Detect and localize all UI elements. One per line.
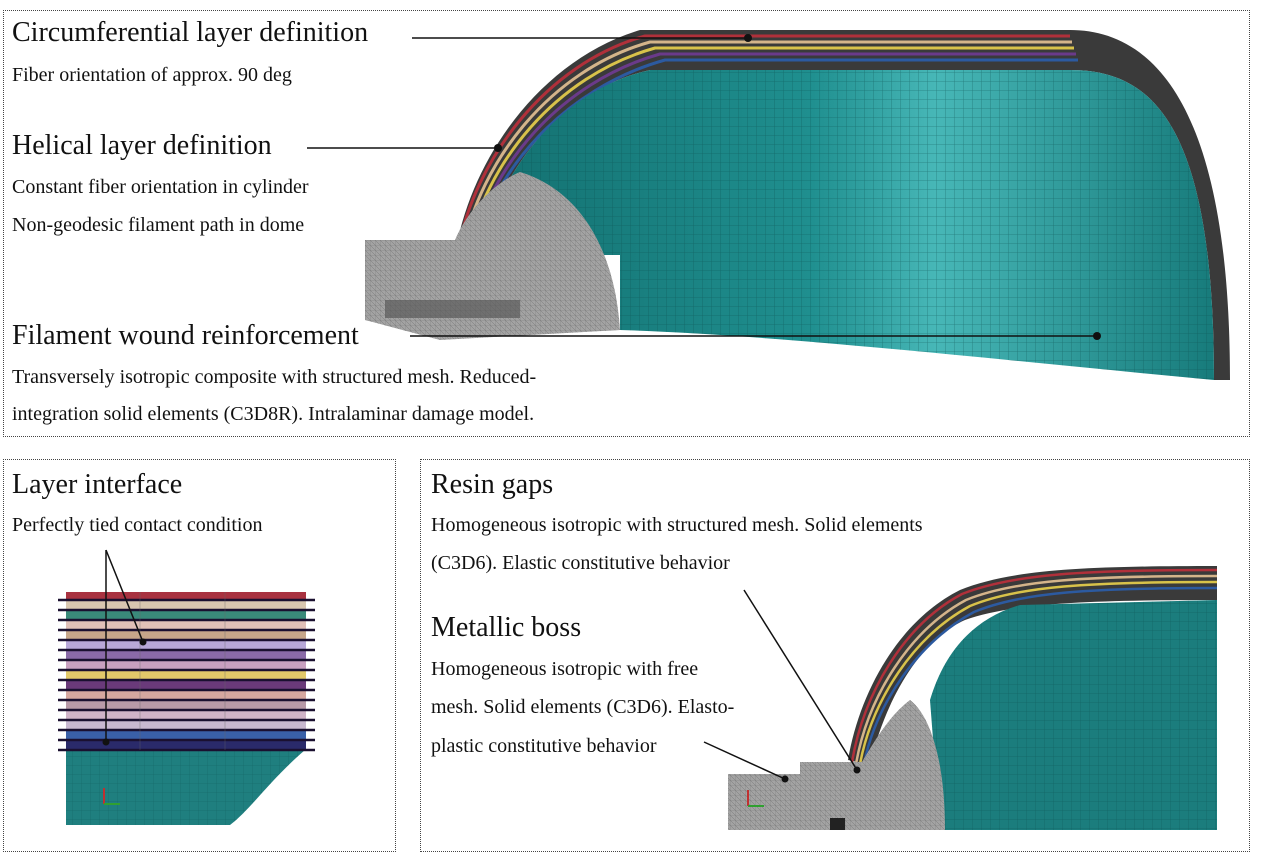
metallic-boss-title: Metallic boss [431,612,582,643]
helical-desc-2: Non-geodesic filament path in dome [12,214,305,236]
resin-gaps-desc-1: Homogeneous isotropic with structured mesh. Solid elements [431,514,923,536]
helical-title: Helical layer definition [12,130,272,161]
resin-gaps-desc-2: (C3D6). Elastic constitutive behavior [431,552,730,574]
metallic-boss-desc-1: Homogeneous isotropic with free [431,658,699,680]
circumferential-desc: Fiber orientation of approx. 90 deg [12,64,292,86]
helical-desc-1: Constant fiber orientation in cylinder [12,176,309,198]
resin-gaps-title: Resin gaps [431,469,554,500]
leader-boss [704,742,785,779]
leader-resin [744,590,857,770]
filament-desc-2: integration solid elements (C3D8R). Intralaminar damage model. [12,403,535,425]
circumferential-title: Circumferential layer definition [12,17,369,48]
filament-desc-1: Transversely isotropic composite with structured mesh. Reduced- [12,366,537,388]
leader-dot-boss [782,776,789,783]
metallic-boss-desc-3: plastic constitutive behavior [431,735,657,757]
leader-dot-resin [854,767,861,774]
layer-interface-desc: Perfectly tied contact condition [12,514,263,536]
metallic-boss-desc-2: mesh. Solid elements (C3D6). Elasto- [431,696,735,718]
filament-title: Filament wound reinforcement [12,320,359,351]
layer-interface-title: Layer interface [12,469,183,500]
